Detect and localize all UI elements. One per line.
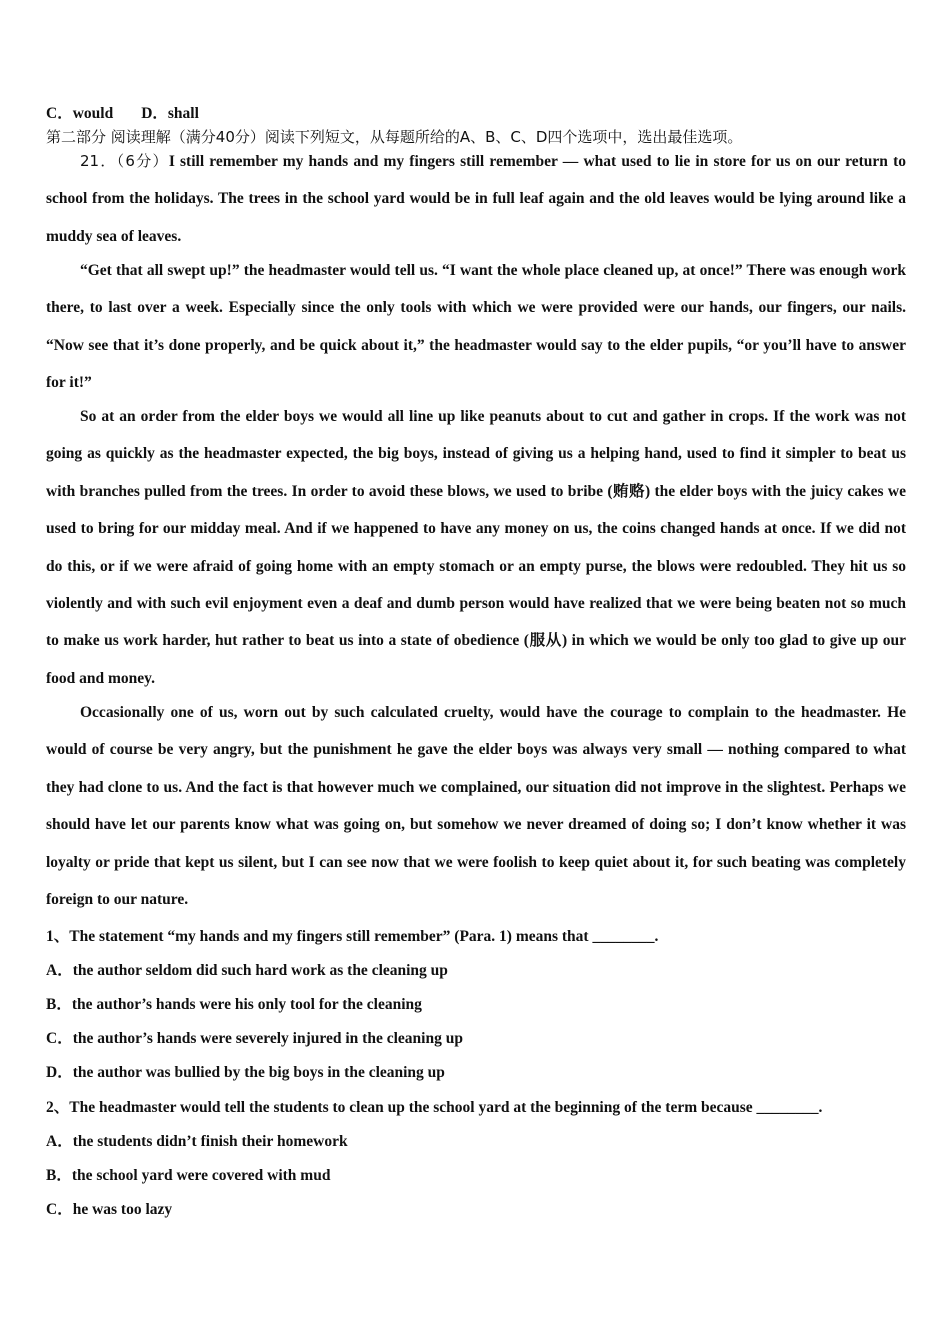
passage-paragraph-2: “Get that all swept up!” the headmaster would tell us. “I want the whole place cleaned up, at once!” There was enough work there, to last over a week. Especially since the only tools with which we were provided were our hands, our fingers, our nails. “Now see that it’s done properly, and be quick about it,” the headmaster would say to the elder pupils, “or you’ll have to answer for it!” xyxy=(46,262,906,392)
question-2-option-b: B．the school yard were covered with mud xyxy=(46,1167,331,1184)
previous-question-options xyxy=(46,101,199,123)
question-1-stem: 1、The statement “my hands and my fingers still remember” (Para. 1) means that ________. xyxy=(46,928,659,945)
passage-paragraph-3: So at an order from the elder boys we would all line up like peanuts about to cut and gather in crops. If the work was not going as quickly as the headmaster expected, the big boys, instead of giving us a helping hand, used to find it simpler to beat us with branches pulled from the trees. In order to avoid these blows, we used to bribe (贿赂) the elder boys with the juicy cakes we used to bring for our midday meal. And if we happened to have any money on us, the coins changed hands at once. If we did not do this, or if we were afraid of going home with an empty stomach or an empty purse, the blows were redoubled. They hit us so violently and with such evil enjoyment even a deaf and dumb person would have realized that we were being beaten not so much to make us work harder, hut rather to beat us into a state of obedience (服从) in which we would be only too glad to give up our food and money. xyxy=(46,408,906,687)
section-header: 第二部分 阅读理解（满分40分）阅读下列短文，从每题所给的A、B、C、D四个选项中，选出最佳选项。 xyxy=(46,128,743,146)
question-2-stem: 2、The headmaster would tell the students to clean up the school yard at the beginning of the term because ________. xyxy=(46,1099,823,1116)
passage-paragraph-4: Occasionally one of us, worn out by such calculated cruelty, would have the courage to complain to the headmaster. He would of course be very angry, but the punishment he gave the elder boys was always very small — nothing compared to what they had clone to us. And the fact is that however much we complained, our situation did not improve in the slightest. Perhaps we should have let our parents know what was going on, but somehow we never dreamed of doing so; I don’t know whether it was loyalty or pride that kept us silent, but I can see now that we were foolish to keep quiet about it, for such beating was completely foreign to our nature. xyxy=(46,704,906,909)
question-2-option-a: A．the students didn’t finish their homework xyxy=(46,1133,348,1150)
question-1-option-b: B．the author’s hands were his only tool for the cleaning xyxy=(46,996,422,1013)
question-1-option-a: A．the author seldom did such hard work as the cleaning up xyxy=(46,962,448,979)
question-1-option-c: C．the author’s hands were severely injured in the cleaning up xyxy=(46,1030,463,1047)
question-2-option-c: C．he was too lazy xyxy=(46,1201,173,1218)
question-1-option-d: D．the author was bullied by the big boys in the cleaning up xyxy=(46,1064,445,1081)
option-d: D．shall xyxy=(141,105,199,122)
question-number: 21．（6分） xyxy=(80,152,169,170)
option-c: C．would xyxy=(46,105,114,122)
passage-paragraph-1: 21．（6分）I still remember my hands and my fingers still remember — what used to lie in store for us on our return to school from the holidays. The trees in the school yard would be in full leaf again and the old leaves would be lying around like a muddy sea of leaves. xyxy=(46,152,906,245)
